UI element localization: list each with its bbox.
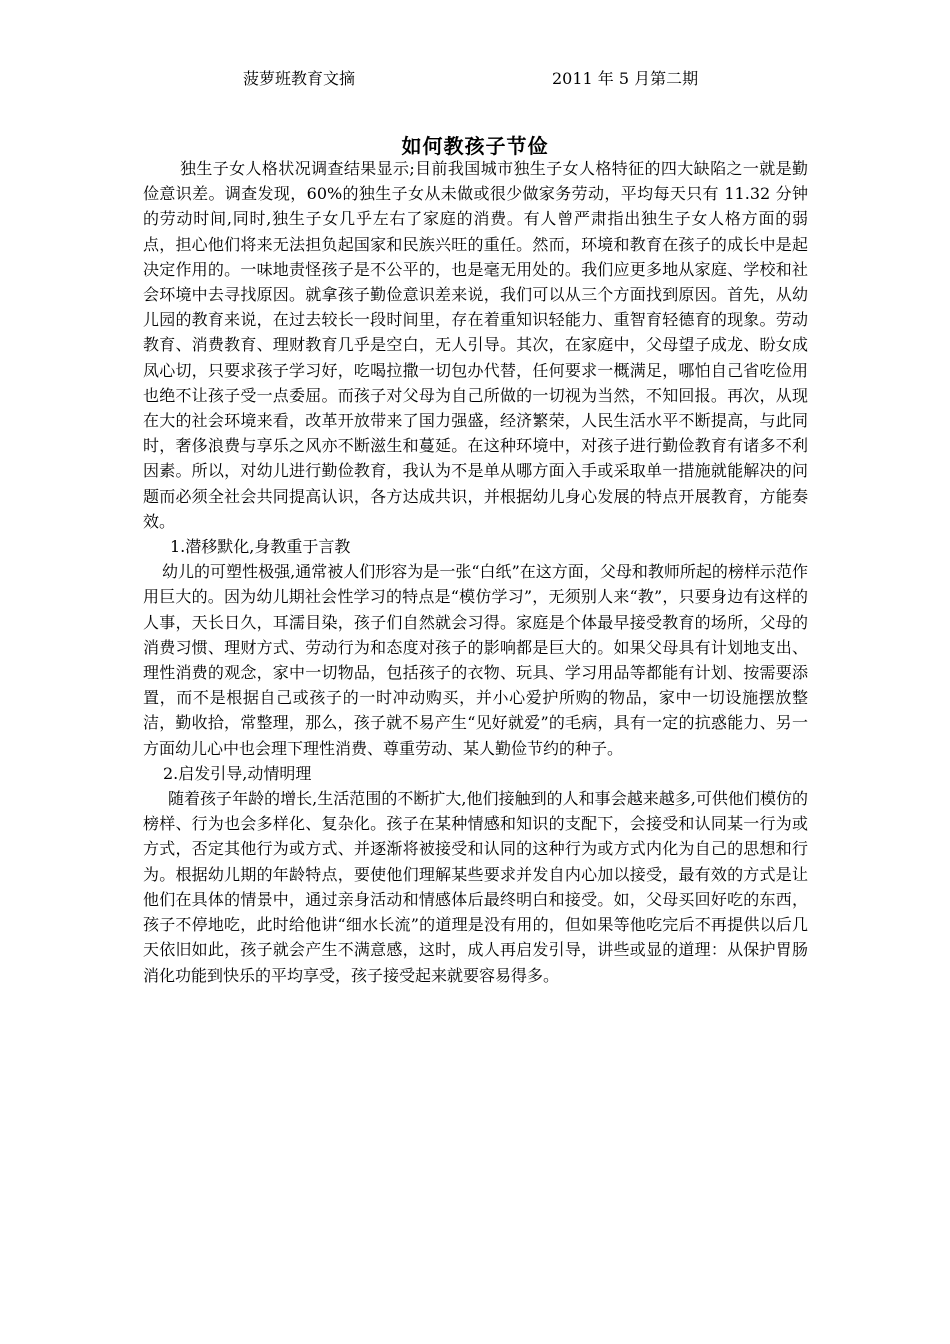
page-header: [0, 66, 950, 92]
article-body: [143, 156, 808, 988]
article-title: 如何教孩子节俭: [401, 134, 549, 158]
section-body-1: 幼儿的可塑性极强,通常被人们形容为是一张“白纸”在这方面，父母和教师所起的榜样示范作用巨大的。因为幼儿期社会性学习的特点是“模仿学习”，无须别人来“教”，只要身边有这样的人事，天长日久，耳濡目染，孩子们自然就会习得。家庭是个体最早接受教育的场所，父母的消费习惯、理财方式、劳动行为和态度对孩子的影响都是巨大的。如果父母具有计划地支出、理性消费的观念，家中一切物品，包括孩子的衣物、玩具、学习用品等都能有计划、按需要添置，而不是根据自己或孩子的一时冲动购买，并小心爱护所购的物品，家中一切设施摆放整洁，勤收拾，常整理，那么，孩子就不易产生“见好就爱”的毛病，具有一定的抗惑能力、另一方面幼儿心中也会理下理性消费、尊重劳动、某人勤俭节约的种子。: [143, 562, 808, 758]
section-heading-2: 2.启发引导,动情明理: [163, 763, 312, 783]
section-heading-1: 1.潜移默化,身教重于言教: [170, 537, 351, 557]
publication-name: 菠萝班教育文摘: [243, 69, 356, 88]
section-body-2: 随着孩子年龄的增长,生活范围的不断扩大,他们接触到的人和事会越来越多,可供他们模仿的榜样、行为也会多样化、复杂化。孩子在某种情感和知识的支配下，会接受和认同某一行为或方式，否定其他行为或方式、并逐渐将被接受和认同的这种行为或方式内化为自己的思想和行为。根据幼儿期的年龄特点，要使他们理解某些要求并发自内心加以接受，最有效的方式是让他们在具体的情景中，通过亲身活动和情感体后最终明白和接受。如，父母买回好吃的东西，孩子不停地吃，此时给他讲“细水长流”的道理是没有用的，但如果等他吃完后不再提供以后几天依旧如此，孩子就会产生不满意感，这时，成人再启发引导，讲些或显的道理：从保护胃肠消化功能到快乐的平均享受，孩子接受起来就要容易得多。: [143, 789, 808, 985]
issue-date: 2011 年 5 月第二期: [552, 69, 699, 88]
intro-paragraph: 独生子女人格状况调查结果显示;目前我国城市独生子女人格特征的四大缺陷之一就是勤俭意识差。调查发现，60%的独生子女从未做或很少做家务劳动，平均每天只有 11.32 分钟的劳动时间,同时,独生子女几乎左右了家庭的消费。有人曾严肃指出独生子女人格方面的弱点，担心他们将来无法担负起国家和民族兴旺的重任。然而，环境和教育在孩子的成长中是起决定作用的。一味地责怪孩子是不公平的，也是毫无用处的。我们应更多地从家庭、学校和社会环境中去寻找原因。就拿孩子勤俭意识差来说，我们可以从三个方面找到原因。首先，从幼儿园的教育来说，在过去较长一段时间里，存在着重知识轻能力、重智育轻德育的现象。劳动教育、消费教育、理财教育几乎是空白，无人引导。其次，在家庭中，父母望子成龙、盼女成凤心切，只要求孩子学习好，吃喝拉撒一切包办代替，任何要求一概满足，哪怕自己省吃俭用也绝不让孩子受一点委屈。而孩子对父母为自己所做的一切视为当然，不知回报。再次，从现在大的社会环境来看，改革开放带来了国力强盛，经济繁荣，人民生活水平不断提高，与此同时，奢侈浪费与享乐之风亦不断滋生和蔓延。在这种环境中，对孩子进行勤俭教育有诸多不利因素。所以，对幼儿进行勤俭教育，我认为不是单从哪方面入手或采取单一措施就能解决的问题而必须全社会共同提高认识，各方达成共识，并根据幼儿身心发展的特点开展教育，方能奏效。: [143, 159, 808, 531]
